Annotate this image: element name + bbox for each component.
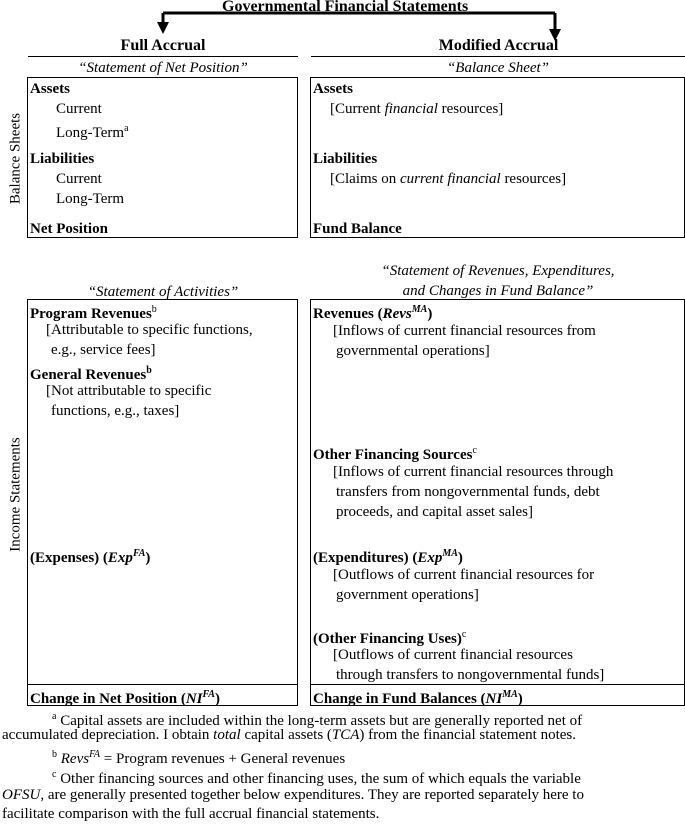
fa-liabilities-long-term: Long-Term	[56, 191, 125, 207]
fa-assets-label: Assets	[30, 81, 70, 97]
ma-expenditures-desc-1: [Outflows of current financial resources for	[333, 567, 595, 583]
ma-change-fund-balances: Change in Fund Balances $(NI^{MA})$	[313, 689, 523, 707]
footnote-c-line2: OFSU, are generally presented together below expenditures. They are reported separately here to	[2, 787, 584, 803]
fa-assets-long-term: Long-Term$^a$	[56, 123, 129, 141]
ma-assets-desc: [Current financial resources]	[330, 101, 504, 117]
statement-activities-title: “Statement of Activities”	[87, 284, 239, 300]
footnote-c-line3: facilitate comparison with the full accrual financial statements.	[2, 806, 380, 822]
fa-general-desc-1: [Not attributable to specific	[46, 383, 212, 399]
ma-other-financing-uses: (Other Financing Uses)$^c$	[313, 629, 467, 647]
footnote-b-ref-2: b	[146, 365, 152, 376]
ma-change-divider	[310, 684, 685, 685]
ma-revenues-desc-1: [Inflows of current financial resources from	[333, 323, 596, 339]
ma-revenues-desc-2: governmental operations]	[336, 343, 490, 359]
footnote-c-ref-2: c	[461, 629, 467, 640]
ma-fund-balance-label: Fund Balance	[313, 221, 402, 237]
ma-ofu-desc-1: [Outflows of current financial resources	[333, 647, 573, 663]
balance-sheets-side-label: Balance Sheets	[7, 112, 24, 205]
fa-program-desc-1: [Attributable to specific functions,	[46, 322, 253, 338]
footnote-b-ref: b	[151, 304, 157, 315]
fa-net-position-label: Net Position	[30, 221, 108, 237]
fa-change-divider	[27, 684, 298, 685]
balance-sheet-title: “Balance Sheet”	[446, 60, 550, 76]
fa-program-desc-2: e.g., service fees]	[51, 342, 156, 358]
modified-accrual-heading: Modified Accrual	[438, 37, 559, 54]
fa-change-net-position: Change in Net Position $(NI^{FA})$	[30, 689, 220, 707]
footnote-a-line2: accumulated depreciation. I obtain total capital assets (TCA) from the financial statement notes.	[2, 727, 577, 743]
ma-expenditures-desc-2: government operations]	[336, 587, 479, 603]
ma-ofu-desc-2: through transfers to nongovernmental funds]	[336, 667, 605, 683]
full-accrual-heading: Full Accrual	[120, 37, 206, 54]
fa-general-desc-2: functions, e.g., taxes]	[51, 403, 180, 419]
footnote-c-ref: c	[472, 445, 477, 456]
income-statements-side-label: Income Statements	[7, 437, 24, 552]
statement-revenues-title-line2: and Changes in Fund Balance”	[402, 283, 594, 299]
ma-other-financing-sources: Other Financing Sources$^c$	[313, 445, 477, 463]
diagram-title: Governmental Financial Statements	[222, 0, 469, 15]
statement-revenues-title-line1: “Statement of Revenues, Expenditures,	[381, 263, 615, 279]
ma-liabilities-desc: [Claims on current financial resources]	[330, 171, 567, 187]
modified-accrual-underline	[311, 56, 685, 57]
footnote-a-line1: $^a$ Capital assets are included within the long-term assets but are generally reported net of	[52, 711, 583, 729]
ma-ofs-desc-2: transfers from nongovernmental funds, debt	[336, 484, 600, 500]
ma-ofs-desc-3: proceeds, and capital asset sales]	[336, 504, 533, 520]
fa-assets-current: Current	[56, 101, 102, 117]
fa-general-revenues: General Revenues$^b$	[30, 365, 152, 383]
ma-revenues: Revenues (Revs$^{MA}$)	[313, 304, 433, 322]
fa-liabilities-current: Current	[56, 171, 102, 187]
footnote-b: $^b$ Revs$^{FA}$ = Program revenues + General revenues	[52, 749, 346, 767]
statement-net-position-title: “Statement of Net Position”	[78, 60, 248, 76]
ma-expenditures: (Expenditures) (Exp$^{MA}$)	[313, 548, 463, 566]
ma-liabilities-label: Liabilities	[313, 151, 378, 167]
ma-assets-label: Assets	[313, 81, 353, 97]
footnote-c-line1: $^c$ Other financing sources and other financing uses, the sum of which equals the variable	[52, 769, 581, 787]
ma-ofs-desc-1: [Inflows of current financial resources through	[333, 464, 614, 480]
fa-expenses: (Expenses) (Exp$^{FA}$)	[30, 548, 151, 566]
footnote-a-ref: a	[124, 123, 129, 134]
fa-program-revenues: Program Revenues$^b$	[30, 304, 157, 322]
fa-liabilities-label: Liabilities	[30, 151, 95, 167]
full-accrual-underline	[28, 56, 298, 57]
full-accrual-income-box	[27, 299, 298, 706]
arrow-left-head	[157, 22, 169, 34]
